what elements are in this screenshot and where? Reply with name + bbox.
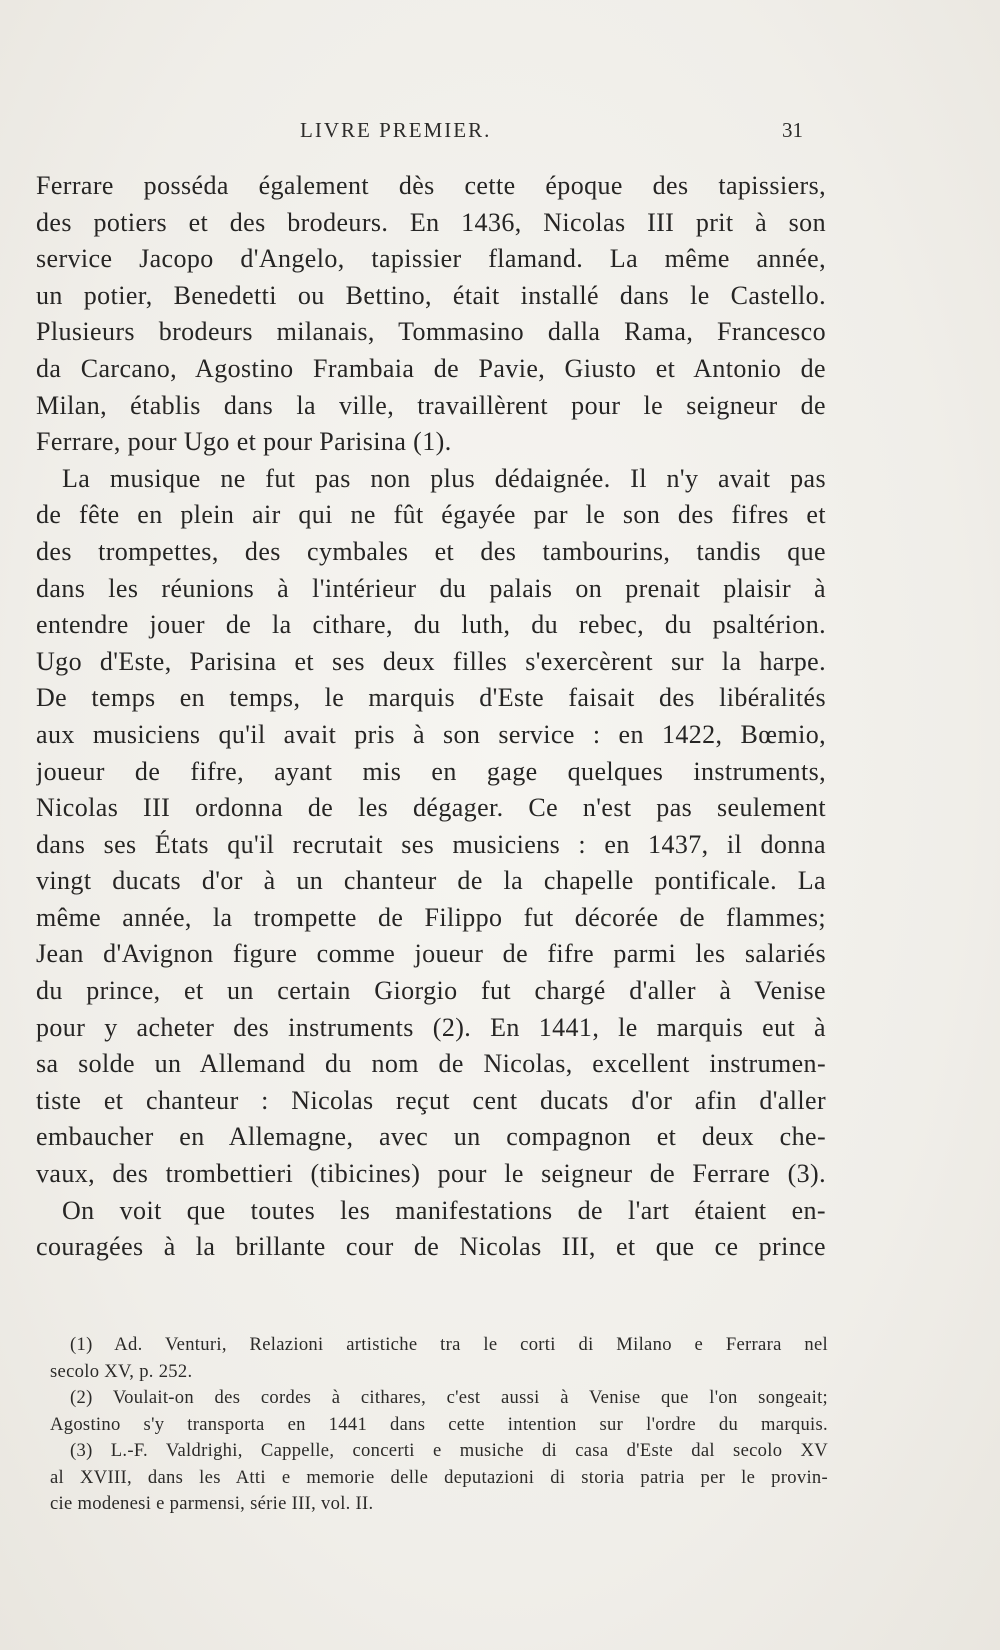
footnote-line: secolo XV, p. 252. [50,1360,193,1382]
text-line: aux musiciens qu'il avait pris à son service : en 1422, Bœmio, [36,719,826,749]
text-line: Plusieurs brodeurs milanais, Tommasino dalla Rama, Francesco [36,317,826,347]
text-line: un potier, Benedetti ou Bettino, était installé dans le Castello. [36,280,826,310]
text-line: Ferrare, pour Ugo et pour Parisina (1). [36,427,452,457]
footnote-line: cie modenesi e parmensi, série III, vol. II. [50,1493,374,1514]
text-line: da Carcano, Agostino Frambaia de Pavie, Giusto et Antonio de [36,353,826,383]
running-head [0,118,1000,148]
footnote-line: (1) Ad. Venturi, Relazioni artistiche tra le corti di Milano e Ferrara nel [70,1334,828,1355]
text-line: tiste et chanteur : Nicolas reçut cent ducats d'or afin d'aller [36,1085,826,1115]
text-line: entendre jouer de la cithare, du luth, du rebec, du psaltérion. [36,610,826,640]
text-line: joueur de fifre, ayant mis en gage quelques instruments, [36,756,826,786]
page-number: 31 [782,118,803,142]
footnotes [50,1332,828,1518]
main-text [36,168,826,1266]
footnote-line: al XVIII, dans les Atti e memorie delle deputazioni di storia patria per le provin- [50,1466,828,1488]
text-line: vaux, des trombettieri (tibicines) pour le seigneur de Ferrare (3). [36,1159,826,1189]
text-line: embaucher en Allemagne, avec un compagnon et deux che- [36,1122,826,1152]
text-line: Ferrare posséda également dès cette époque des tapissiers, [36,171,826,200]
text-line: des potiers et des brodeurs. En 1436, Nicolas III prit à son [36,207,826,237]
text-line: couragées à la brillante cour de Nicolas III, et que ce prince [36,1232,826,1262]
text-line: Nicolas III ordonna de les dégager. Ce n'est pas seulement [36,793,826,823]
text-line: Milan, établis dans la ville, travaillèrent pour le seigneur de [36,390,826,420]
text-line: du prince, et un certain Giorgio fut chargé d'aller à Venise [36,976,826,1006]
text-line: vingt ducats d'or à un chanteur de la chapelle pontificale. La [36,866,826,896]
footnote-line: (3) L.-F. Valdrighi, Cappelle, concerti e musiche di casa d'Este dal secolo XV [70,1440,828,1461]
text-line: Jean d'Avignon figure comme joueur de fifre parmi les salariés [36,939,826,969]
text-line: même année, la trompette de Filippo fut décorée de flammes; [36,902,826,932]
text-line: dans les réunions à l'intérieur du palais on prenait plaisir à [36,573,826,603]
text-line: Ugo d'Este, Parisina et ses deux filles s'exercèrent sur la harpe. [36,646,826,676]
text-line: De temps en temps, le marquis d'Este faisait des libéralités [36,683,826,713]
text-line: dans ses États qu'il recrutait ses musiciens : en 1437, il donna [36,829,826,859]
footnote-line: (2) Voulait-on des cordes à cithares, c'est aussi à Venise que l'on songeait; [70,1387,828,1408]
text-line: de fête en plein air qui ne fût égayée par le son des fifres et [36,500,826,530]
text-line: On voit que toutes les manifestations de l'art étaient en- [62,1195,826,1225]
text-line: pour y acheter des instruments (2). En 1441, le marquis eut à [36,1012,826,1042]
text-line: La musique ne fut pas non plus dédaignée. Il n'y avait pas [62,463,826,493]
text-line: sa solde un Allemand du nom de Nicolas, excellent instrumen- [36,1049,826,1079]
text-line: des trompettes, des cymbales et des tambourins, tandis que [36,536,826,566]
footnote-line: Agostino s'y transporta en 1441 dans cette intention sur l'ordre du marquis. [50,1413,828,1435]
running-title: LIVRE PREMIER. [300,118,492,142]
text-line: service Jacopo d'Angelo, tapissier flamand. La même année, [36,244,826,274]
